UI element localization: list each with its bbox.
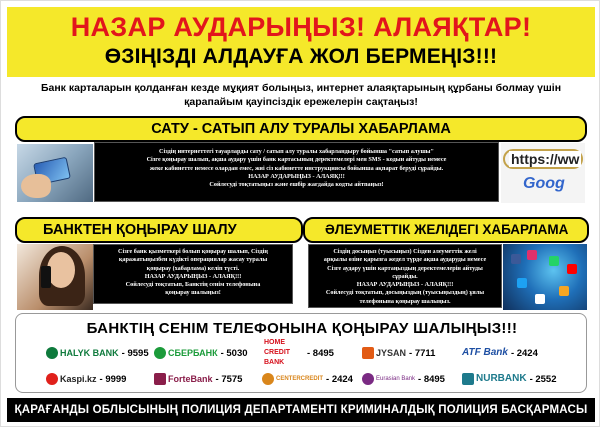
card-payment-image	[17, 144, 93, 202]
bank-entry-halyk	[46, 344, 149, 362]
section-sale-line: Сіздің интернеттегі тауарларды сату / сатып алу туралы хабарландыру бойынша "сатып алушы"	[159, 148, 434, 155]
https-text: https://ww	[511, 151, 580, 167]
bank-entry-eurasian	[362, 370, 445, 388]
eurasian-logo-icon	[362, 373, 374, 385]
sberbank-logo-icon	[154, 347, 166, 359]
bank-name: HOME CREDIT BANK	[264, 339, 291, 366]
section-bank-call-title: БАНКТЕН ҚОҢЫРАУ ШАЛУ	[15, 217, 303, 243]
web-address-image	[501, 143, 585, 203]
section-social-line: Сіздің досыңыз (туысыңыз) Сізден әлеуметтік желі	[333, 248, 477, 255]
hand-icon	[21, 174, 51, 198]
section-sale-title: САТУ - САТЫП АЛУ ТУРАЛЫ ХАБАРЛАМА	[15, 116, 587, 142]
section-sale-line: Сөйлесуді тоқтатыңыз және ешбір жағдайда кодты айтпаңыз!	[209, 181, 384, 189]
bank-phone: - 8495	[418, 373, 445, 385]
bank-entry-sberbank	[154, 344, 248, 362]
bank-name: СБЕРБАНК	[168, 348, 218, 358]
section-bank-call-line: қоңырау шалыңыз!	[165, 289, 221, 297]
centercredit-logo-icon	[262, 373, 274, 385]
bank-phone: - 5030	[220, 347, 248, 359]
section-sale-text	[94, 142, 499, 202]
section-bank-call-line: НАЗАР АУДАРЫҢЫЗ - АЛАЯҚ!!!	[144, 272, 242, 280]
footer-banner: ҚАРАҒАНДЫ ОБЛЫСЫНЫҢ ПОЛИЦИЯ ДЕПАРТАМЕНТІ КРИМИНАЛДЫҚ ПОЛИЦИЯ БАСҚАРМАСЫ	[7, 398, 595, 422]
bank-name: ATF Bank	[462, 347, 508, 358]
section-bank-call-line: қаражатыңызбен күдікті операциялар жасау туралы	[118, 256, 268, 264]
bank-name: CENTERCREDIT	[276, 376, 324, 382]
section-bank-call-line: қоңырау (хабарлама) келіп түсті.	[146, 264, 240, 272]
bank-phone: - 8495	[307, 347, 334, 359]
bank-phone: - 2424	[510, 347, 538, 359]
section-social-line: Сізге аудару үшін картаңыздың деректемелерін айтуды	[327, 264, 483, 272]
header-banner	[7, 7, 595, 77]
bank-phones-panel	[15, 313, 587, 393]
bank-phone: - 2424	[326, 373, 353, 385]
bank-phones-title: БАНКТІҢ СЕНІМ ТЕЛЕФОНЫНА ҚОҢЫРАУ ШАЛЫҢЫЗ!!!	[86, 320, 518, 337]
section-social-line: НАЗАР АУДАРЫҢЫЗ - АЛАЯҚ!!!	[356, 281, 454, 289]
section-social-line: телефонына қоңырау шалыңыз.	[359, 297, 451, 305]
intro-text: Банк карталарын қолданған кезде мұқият болыңыз, интернет алаяқтарының құрбаны болмау үшін қарапайым қауіпсіздік ережелерін сақтаңыз!	[40, 82, 562, 108]
forte-logo-icon	[154, 373, 166, 385]
social-app-icon	[567, 264, 577, 274]
section-sale-line: жеке кабинетте немесе олардан емес, жиі сіз кабинетте инструкциясы бойынша ақпарат беруді сұрайды.	[149, 164, 444, 172]
social-app-icon	[559, 286, 569, 296]
social-app-icon	[527, 250, 537, 260]
social-app-icon	[535, 294, 545, 304]
social-network-image	[503, 244, 587, 310]
page-title: НАЗАР АУДАРЫҢЫЗ! АЛАЯҚТАР!	[70, 12, 532, 42]
nurbank-logo-icon	[462, 373, 474, 385]
section-social-text	[308, 244, 502, 308]
bank-name: ForteBank	[168, 374, 213, 384]
social-app-icon	[511, 254, 521, 264]
woman-face-icon	[47, 252, 75, 288]
bank-entry-homecredit	[264, 339, 334, 366]
mobile-phone-icon	[41, 266, 51, 288]
social-app-icon	[517, 278, 527, 288]
bank-entry-jysan	[362, 344, 435, 362]
search-brand-text: Goog	[523, 175, 565, 192]
kaspi-logo-icon	[46, 373, 58, 385]
section-social-line: арқылы өзіне қарызға жедел түрде ақша аударуды немесе	[323, 256, 487, 264]
bank-entry-nurbank	[462, 370, 557, 388]
bank-phone: - 9595	[121, 347, 149, 359]
bank-entry-atf	[462, 344, 538, 362]
section-bank-call-line: Сізге банк қызметкері болып қоңырау шалып, Сіздің	[118, 248, 268, 255]
section-sale-line: НАЗАР АУДАРЫҢЫЗ - АЛАЯҚ!!!	[248, 172, 345, 180]
section-social-line: Сөйлесуді тоқтатып, досыңыздың (туысыңыздың) ұялы	[325, 289, 485, 297]
bank-phone: - 7711	[409, 347, 436, 359]
bank-entry-kaspi	[46, 370, 126, 388]
section-sale-line: Сізге қоңырау шалып, ақша аудару үшін банк картасының деректемелері мен SMS - кодын айтуды немесе	[146, 156, 447, 164]
bank-name: JYSAN	[376, 348, 407, 358]
section-bank-call-line: Сөйлесуді тоқтатып, Банктің сенім телефонына	[125, 281, 261, 289]
bank-name: Kaspi.kz	[60, 374, 97, 384]
social-app-icon	[549, 256, 559, 266]
bank-entry-forte	[154, 370, 242, 388]
bank-phone: - 9999	[99, 373, 127, 385]
bank-entry-centercredit	[262, 370, 353, 388]
page-subtitle: ӨЗІҢІЗДІ АЛДАУҒА ЖОЛ БЕРМЕҢІЗ!!!	[104, 45, 498, 68]
bank-phone: - 2552	[529, 373, 557, 385]
bank-name: NURBANK	[476, 373, 527, 384]
bank-phone: - 7575	[215, 373, 243, 385]
jysan-logo-icon	[362, 347, 374, 359]
section-social-title: ӘЛЕУМЕТТІК ЖЕЛІДЕГІ ХАБАРЛАМА	[303, 217, 589, 243]
phone-call-image	[17, 244, 93, 310]
section-bank-call-text	[93, 244, 293, 304]
bank-name: Eurasian Bank	[376, 376, 416, 382]
halyk-logo-icon	[46, 347, 58, 359]
section-social-line: сұрайды.	[392, 272, 418, 280]
bank-name: HALYK BANK	[60, 348, 119, 358]
